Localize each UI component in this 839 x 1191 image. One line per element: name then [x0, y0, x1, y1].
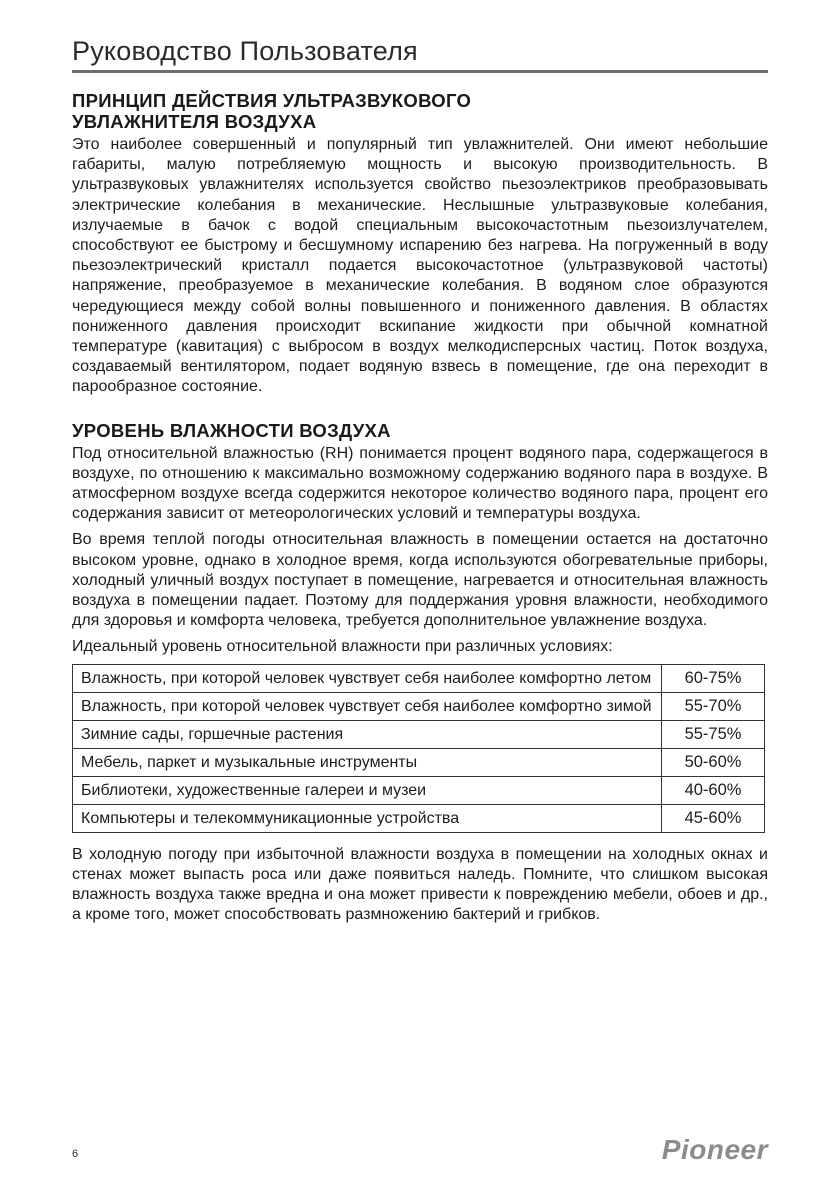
table-row [73, 692, 765, 720]
humidity-table [72, 664, 765, 833]
table-cell-condition: Влажность, при которой человек чувствует себя наиболее комфортно зимой [73, 692, 662, 720]
table-cell-value: 45-60% [662, 804, 765, 832]
table-row [73, 720, 765, 748]
header-divider [72, 70, 768, 73]
section-heading-ultrasonic-line1: ПРИНЦИП ДЕЙСТВИЯ УЛЬТРАЗВУКОВОГО [72, 90, 472, 111]
table-cell-condition: Мебель, паркет и музыкальные инструменты [73, 748, 662, 776]
table-cell-value: 50-60% [662, 748, 765, 776]
table-cell-value: 40-60% [662, 776, 765, 804]
table-cell-value: 55-70% [662, 692, 765, 720]
page-header-title: Руководство Пользователя [72, 36, 418, 66]
page-number: 6 [72, 1148, 79, 1160]
humidity-paragraph-1: Под относительной влажностью (RH) понимается процент водяного пара, содержащегося в воздухе, по отношению к максимально возможному содержанию водяного пара в воздухе. В атмосферном воздухе всегда содержится некоторое количество водяного пара, процент его содержания зависит от метеорологических условий и температуры воздуха. [72, 444, 768, 523]
section-heading-humidity: УРОВЕНЬ ВЛАЖНОСТИ ВОЗДУХА [72, 419, 391, 441]
section-heading-ultrasonic-line2: УВЛАЖНИТЕЛЯ ВОЗДУХА [72, 111, 317, 132]
table-row [73, 776, 765, 804]
table-cell-value: 60-75% [662, 664, 765, 692]
table-cell-condition: Компьютеры и телекоммуникационные устройства [73, 804, 662, 832]
table-intro: Идеальный уровень относительной влажности при различных условиях: [72, 638, 613, 656]
table-cell-condition: Библиотеки, художественные галереи и музеи [73, 776, 662, 804]
closing-paragraph: В холодную погоду при избыточной влажности воздуха в помещении на холодных окнах и стенах может выпасть роса или даже появиться наледь. Помните, что слишком высокая влажность воздуха также вредна и она может привести к повреждению мебели, обоев и др., а кроме того, может способствовать размножению бактерий и грибков. [72, 845, 768, 924]
table-cell-value: 55-75% [662, 720, 765, 748]
brand-logo: Pioneer [661, 1134, 768, 1165]
section-heading-ultrasonic [72, 90, 768, 132]
table-cell-condition: Зимние сады, горшечные растения [73, 720, 662, 748]
table-cell-condition: Влажность, при которой человек чувствует себя наиболее комфортно летом [73, 664, 662, 692]
page-content [72, 90, 768, 925]
table-row [73, 664, 765, 692]
humidity-paragraph-2: Во время теплой погоды относительная влажность в помещении остается на достаточно высоком уровне, однако в холодное время, когда используются обогревательные приборы, холодный уличный воздух поступает в помещение, нагревается и относительная влажность воздуха в помещении падает. Поэтому для поддержания уровня влажности, необходимого для здоровья и комфорта человека, требуется дополнительное увлажнение воздуха. [72, 531, 768, 630]
table-row [73, 748, 765, 776]
ultrasonic-paragraph: Это наиболее совершенный и популярный тип увлажнителей. Они имеют небольшие габариты, малую потребляемую мощность и высокую производительность. В ультразвуковых увлажнителях используется свойство пьезоэлектриков преобразовывать электрические колебания в механические. Неслышные ультразвуковые колебания, излучаемые в бачок с водой специальным высокочастотным пьезоизлучателем, способствуют ее быстрому и бесшумному испарению без нагрева. На погруженный в воду пьезоэлектрический кристалл подается высокочастотное (ультразвуковой частоты) напряжение, преобразуемое в механические колебания. В водяном слое образуются чередующиеся между собой волны повышенного и пониженного давления. В областях пониженного давления происходит вскипание жидкости при обычной комнатной температуре (кавитация) с выбросом в воздух мелкодисперсных частиц. Поток воздуха, создаваемый вентилятором, подает водяную взвесь в помещение, где она переходит в парообразное состояние. [72, 136, 768, 396]
table-row [73, 804, 765, 832]
